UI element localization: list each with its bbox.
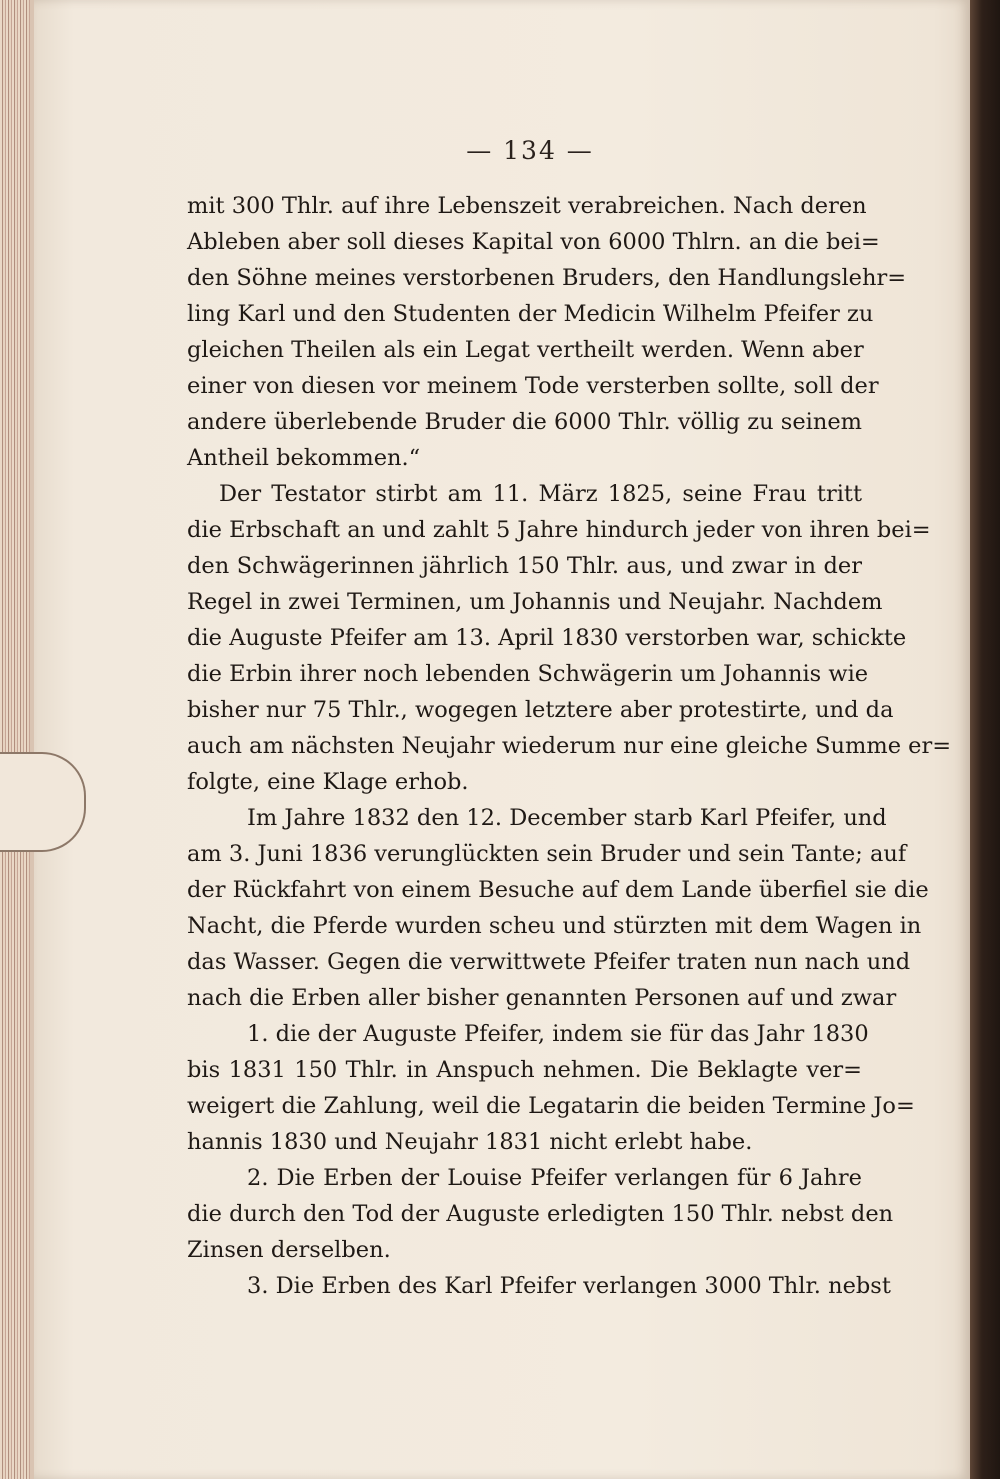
text-line: die Auguste Pfeifer am 13. April 1830 verstorben war, schickte [187,625,907,651]
text-line: bis 1831 150 Thlr. in Anspuch nehmen. Die Beklagte ver= [187,1057,862,1083]
text-line: Zinsen derselben. [187,1237,391,1263]
text-line: 2. Die Erben der Louise Pfeifer verlangen für 6 Jahre [247,1165,862,1191]
body-text [187,188,952,1304]
text-line: der Rückfahrt von einem Besuche auf dem Lande überfiel sie die [187,877,929,903]
text-line: folgte, eine Klage erhob. [187,769,469,795]
text-line: weigert die Zahlung, weil die Legatarin die beiden Termine Jo= [187,1093,915,1119]
text-line: bisher nur 75 Thlr., wogegen letztere aber protestirte, und da [187,697,894,723]
text-line: Regel in zwei Terminen, um Johannis und Neujahr. Nachdem [187,589,883,615]
text-line: mit 300 Thlr. auf ihre Lebenszeit verabreichen. Nach deren [187,193,867,219]
text-line: die durch den Tod der Auguste erledigten 150 Thlr. nebst den [187,1201,894,1227]
text-line: ling Karl und den Studenten der Medicin Wilhelm Pfeifer zu [187,301,874,327]
text-line: hannis 1830 und Neujahr 1831 nicht erlebt habe. [187,1129,753,1155]
text-line: den Söhne meines verstorbenen Bruders, den Handlungslehr= [187,265,907,291]
text-line: am 3. Juni 1836 verunglückten sein Bruder und sein Tante; auf [187,841,907,867]
text-line: Nacht, die Pferde wurden scheu und stürzten mit dem Wagen in [187,913,922,939]
text-line: einer von diesen vor meinem Tode versterben sollte, soll der [187,373,879,399]
text-line: die Erbin ihrer noch lebenden Schwägerin um Johannis wie [187,661,869,687]
text-line: das Wasser. Gegen die verwittwete Pfeifer traten nun nach und [187,949,911,975]
text-line: auch am nächsten Neujahr wiederum nur eine gleiche Summe er= [187,733,952,759]
text-line: die Erbschaft an und zahlt 5 Jahre hindurch jeder von ihren bei= [187,517,931,543]
book-spine-shadow [970,0,1000,1479]
bookmark-tab [0,752,86,852]
text-line: 3. Die Erben des Karl Pfeifer verlangen 3000 Thlr. nebst [247,1273,891,1299]
text-line: Im Jahre 1832 den 12. December starb Karl Pfeifer, und [247,805,887,831]
page-number: — 134 — [466,136,594,165]
text-line: Der Testator stirbt am 11. März 1825, seine Frau tritt [219,481,862,507]
text-line: Antheil bekommen.“ [187,445,421,471]
text-line: den Schwägerinnen jährlich 150 Thlr. aus, und zwar in der [187,553,862,579]
text-line: nach die Erben aller bisher genannten Personen auf und zwar [187,985,897,1011]
text-line: 1. die der Auguste Pfeifer, indem sie für das Jahr 1830 [247,1021,869,1047]
page-edges [0,0,34,1479]
text-line: Ableben aber soll dieses Kapital von 6000 Thlrn. an die bei= [187,229,880,255]
text-line: andere überlebende Bruder die 6000 Thlr. völlig zu seinem [187,409,862,435]
text-line: gleichen Theilen als ein Legat vertheilt werden. Wenn aber [187,337,864,363]
